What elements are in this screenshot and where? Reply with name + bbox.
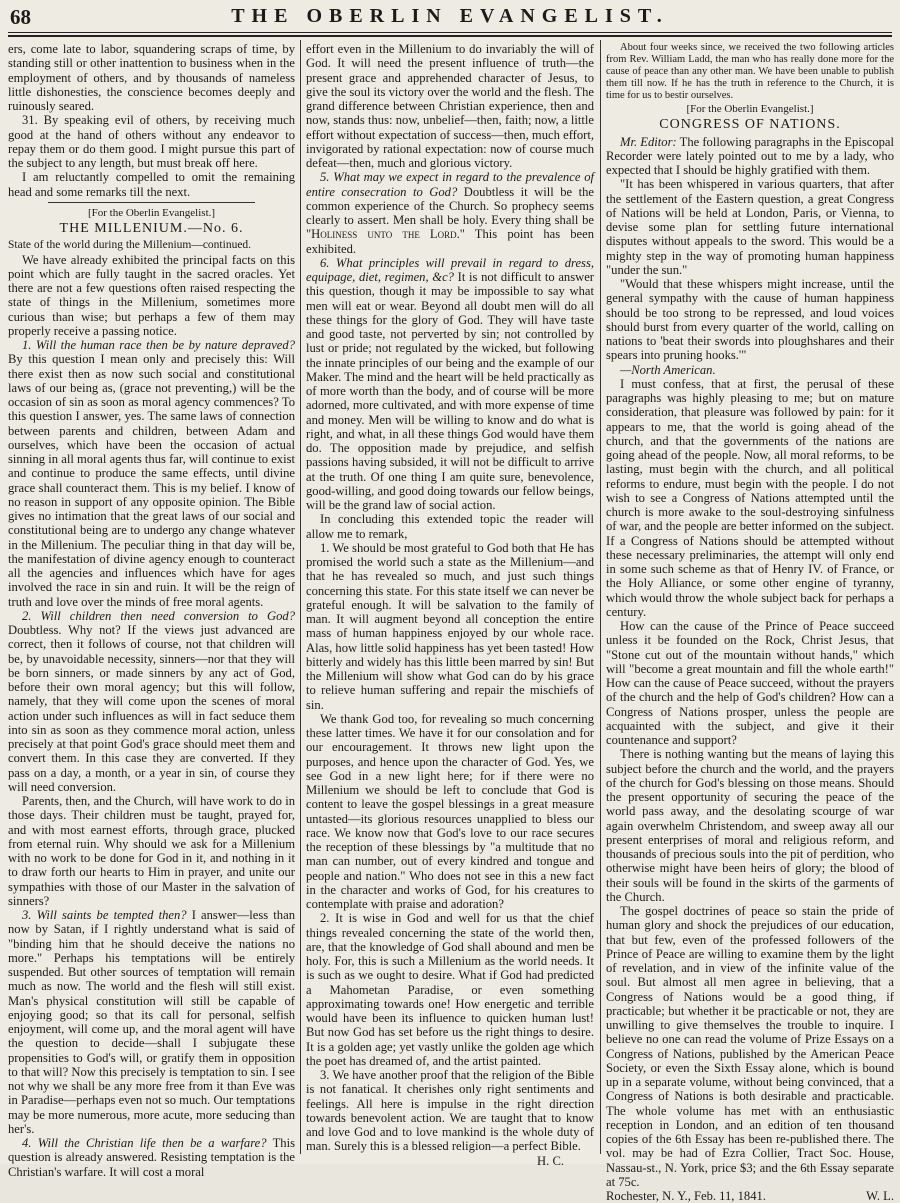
newspaper-title: THE OBERLIN EVANGELIST. [231, 5, 669, 27]
column-1 [8, 42, 295, 1179]
question-label: 3. Will saints be tempted then? [22, 908, 187, 922]
column-2 [306, 42, 594, 1168]
question-label: 2. Will children then need conversion to God? [22, 608, 295, 623]
question-label: 5. What may we expect in regard to the prevalence of entire consecration to God? [306, 170, 594, 199]
paragraph: We have already exhibited the principal facts on this point which are fully taught in the sacred oracles. Yet there are not a few questions often raised respecting the state of things in the Millenium, sometimes more curious than wise; but perhaps a few of them may properly receive a passing notice. [8, 252, 295, 338]
paragraph: In concluding this extended topic the reader will allow me to remark, [306, 512, 594, 541]
article-heading: THE MILLENIUM.—No. 6. [59, 221, 244, 236]
paragraph [8, 908, 295, 1136]
question-body: It is not difficult to answer this question, though it may be impossible to say what men will eat or wear. Beyond all doubt men will do all these things for the glory of God. They will have taste and good taste, not perverted by sin; not controlled by lust or pride; not regulated by the wicked, but following the innate principles of our being and the example of our Maker. The mind and the heart will be held practically as of more worth than the body, and of course will be more adorned, more cultivated, and with more expense of time and money. Men will be willing to know and do what is right, and what, in all these things God would have them do. The opposition made by prejudice, and selfish passions having subsided, it will not be difficult to arrive at the truth. Of one thing I am quite sure, benevolence, good-willing, and good doing towards our fellow beings, will be the grand law of social action. [306, 270, 594, 512]
paragraph: 2. It is wise in God and well for us that the chief things revealed concerning the state of the world then, are, that the knowledge of God shall abound and men be holy. For, this is such a Millenium as the world needs. It is such as we ought to desire. What if God had predicted a Mahometan Paradise, or even something approximating towards one! How energetic and terrible would have been its influence to quicken human lust! But now God has set before us the right things to desire. It is a golden age; yet vastly unlike the golden age which the poet has dreamed of, and the artist painted. [306, 911, 594, 1068]
question-body: Doubtless. Why not? If the views just advanced are correct, then it follows of course, not that children will be, by unavoidable necessity, sinners—nor that they will be born sinners, or made sinners by any act of God, before their own moral agency; but this will follow, namely, that they will come upon the scenes of moral action under such influences as will in fact seduce them into sin as soon as they commence moral action, unless precisely at that point God's grace should meet them and convert them. In this case they are converted. If they pass on a day, a month, or a year in sin, of course they will need conversion. [8, 623, 295, 794]
paragraph-body: The following paragraphs in the Episcopal Recorder were lately pointed out to me by a lady, who expected that I should be highly gratified with them. [606, 134, 895, 177]
dateline: Rochester, N. Y., Feb. 11, 1841. [606, 1189, 766, 1203]
question-body: Doubtless it will be the common experience of the Church. So prophecy seems clearly to assert. Men shall be holy. Every thing shall be " [306, 184, 594, 242]
paragraph [8, 609, 295, 794]
masthead [8, 3, 892, 33]
paragraph [306, 170, 594, 256]
author-signature: H. C. [537, 1153, 564, 1168]
paragraph: How can the cause of the Prince of Peace succeed unless it be founded on the Rock, Christ Jesus, that "Stone cut out of the mountain without hands," which will "become a great mountain and fill the whole earth!" How can the cause of Peace succeed, without the prayers of the church and the help of God's children? How can a Congress of Nations prosper, unless the people are acquainted with the subject, and give it their countenance and support? [606, 619, 894, 747]
paragraph [8, 338, 295, 609]
author-signature: W. L. [866, 1189, 894, 1203]
paragraph: We thank God too, for revealing so much concerning these latter times. We have it for our consolation and for our encouragement. It throws new light upon the purposes, and hence upon the character of God. Yes, we see God in a new light here; for if there were no Millenium we should be left to conclude that God is content to leave the gospel blessings in a great measure untasted—its glorious resources unapplied to bless our race. We know now that God's love to our race secures the reception of these blessings by "a multitude that no man can number, out of every kindred and tongue and people and nation." Who does not see in this a new fact in the character and works of God, for his creatures to contemplate with praise and adoration? [306, 711, 594, 911]
section-rule [48, 202, 255, 203]
page-number: 68 [10, 5, 31, 29]
question-label: 6. What principles will prevail in regard to dress, equipage, diet, regimen, &c? [306, 255, 594, 284]
question-body: I answer—less than now by Satan, if I rightly understand what is said of "binding him that he should deceive the nations no more." Perhaps his temptations will be entirely suspended. But other sources of temptation will remain much as now. The world and the flesh will still exist. Man's physical constitution will still be capable of enjoying good; so that its call for personal, selfish enjoyment, will come up, and the moral agent will have the question to decide—shall I subjugate these propensities to God's will, or gratify them in opposition to that will? Now this precisely is temptation to sin. I see not why we shall be any more free from it than Eve was in Paradise—perhaps even not so much. Our temptations may be more numerous, more acute, more seducing than her's. [8, 908, 295, 1136]
article-continuation: effort even in the Millenium to do invariably the will of God. It will need the present influence of truth—the present grace and apprehended character of Jesus, to give the soul its victory over the world and the flesh. The grand difference between Christian experience, then and now, stands thus: now, unbelief—then, faith; now, a little effort without expectation of success—then, much effort, invigorated by rational expectation: now of course much defeat—then, much and glorious victory. [306, 42, 594, 170]
article-heading: CONGRESS OF NATIONS. [659, 117, 841, 133]
quotation-source-text: —North American. [620, 362, 716, 377]
paragraph: I must confess, that at first, the perusal of these paragraphs was highly pleasing to me; but on mature consideration, that pleasure was followed by pain: for it appears to me, that the world is going ahead of the church, and that the governments of the nations are going ahead of the people. Now, all moral reforms, to be lasting, must begin with the church, and all political reforms to endure, must begin with the people. I do not wish to see a Congress of Nations attempted until the church is more awake to the soul-destroying sinfulness of war, and the people are better informed on the subject. If a Congress of Nations should be attempted without these necessary preliminaries, the attempt will only end in some such scheme as that of Henry IV. of France, or the Holy Alliance, or some other engine of tyranny, which would throw the whole subject back for perhaps a century. [606, 376, 894, 619]
editor-note: About four weeks since, we received the two following articles from Rev. William Ladd, the man who has really done more for the cause of peace than any other man. We have been unable to publish them till now. If he has the truth in reference to the Church, it is time for us to bestir ourselves. [606, 42, 894, 101]
quotation: "Would that these whispers might increase, until the general sympathy with the cause of human happiness should be too strong to be repressed, and loud voices should burst from every quarter of the world, calling on nations to 'beat their swords into ploughshares and their spears into pruning hooks.'" [606, 277, 894, 363]
quotation: "It has been whispered in various quarters, that after the settlement of the Eastern question, a great Congress of Nations will be held at London, Paris, or Vienna, to devise some plan for settling future international disputes without appeals to the sword. This would be a mighty step in the way of promoting human happiness "under the sun." [606, 177, 894, 277]
paragraph: There is nothing wanting but the means of laying this subject before the church and the world, and the prayers of the church for God's blessing on those means. Should the present opportunity of securing the peace of the world pass away, and the desolating scourge of war again overwhelm Christendom, and sweep away all our present enterprises of moral and religious reform, and thousands of precious souls into the pit of perdition, who otherwise might have been heirs of glory; the blood of their souls will be found in the skirts of the garments of the Church. [606, 747, 894, 904]
paragraph: The gospel doctrines of peace so stain the pride of human glory and shock the prejudices of our education, that but few, even of the professed followers of the Prince of Peace are willing to examine them by the light of revelation, and in view of the infinite value of the soul. But almost all men agree in believing, that a Congress of Nations would be a good thing, if practicable; but whether it be practicable or not, they are unwilling to give themselves the trouble to inquire. I believe no one can read the volume of Prize Essays on a Congress of Nations, published by the American Peace Society, or even the Sixth Essay alone, which is bound up in a separate volume, without being convinced, that a Congress of Nations is both desirable and practicable. The whole volume has met with an enthusiastic reception in London, and an edition of ten thousand copies of the 6th Essay has been re-published there. The vol. may be had of Ezra Collier, Tract Soc. House, Nassau-st., N. York, price $3; and the 6th Essay separate at 75c. [606, 904, 894, 1189]
question-body: By this question I mean only and precisely this: Will there exist then as now such social and constitutional laws of our being as, (grace not preventing,) will be the occasion of sin as soon as moral agency commences? To this question I answer, yes. The same laws of connection between parents and children, between Adam and ourselves, which have been the occasion of actual sinning in all moral agents thus far, will continue to exist and continue to produce the same effects, until divine grace shall counteract them. This is my belief. I know of no reason in support of any opposite opinion. The Bible gives no intimation that the great laws of our social and constitutional being are to undergo any change whatever in the Millenium. The peculiar thing in that day will be, the manifestation of divine agency enough to counteract all the agencies and influences which have for ages involved the race in sin and ruin. It will be the reign of truth and love over the minds of free moral agents. [8, 352, 295, 609]
paragraph [306, 256, 594, 513]
column-divider [300, 40, 301, 1154]
paragraph: 1. We should be most grateful to God both that He has promised the world such a state as the Millenium—and that he has revealed so much, and just such things concerning this state. For this state itself we can never be grateful enough. It will be salvation to the family of man. It will augment beyond all conception the entire mass of human happiness enjoyed by our whole race. Alas, how little solid happiness has yet been tasted! How bitterly and widely has this little been marred by sin! But the Millenium will show what God can do by his grace to relieve human suffering and repair the mischiefs of sin. [306, 540, 594, 712]
holiness-phrase: Holiness unto the Lord. [311, 227, 460, 242]
paragraph: Parents, then, and the Church, will have work to do in those days. Their children must be taught, prayed for, and with most earnest efforts, through grace, plucked from eternal ruin. Why should we ask for a Millenium with no work to be done for God in it, and nothing in it to draw forth our hearts to Him in prayer, and unite our sympathies with those of our Master in the salvation of sinners? [8, 794, 295, 908]
signature-line [606, 1189, 894, 1203]
quotation-source [606, 363, 894, 377]
column-3 [606, 42, 895, 1203]
masthead-rule [8, 32, 892, 33]
paragraph [606, 135, 894, 178]
paragraph: 31. By speaking evil of others, by receiving much good at the hand of others without any endeavor to repay them or do them good. I might pursue this part of the subject to any length, but must break off here. [8, 113, 295, 170]
question-body: " This point has been exhibited. [306, 227, 594, 256]
paragraph: I am reluctantly compelled to omit the remaining head and some remarks till the next. [8, 170, 295, 199]
article-source: [For the Oberlin Evangelist.] [686, 103, 814, 115]
paragraph [8, 1136, 295, 1179]
question-body: This question is already answered. Resisting temptation is the Christian's warfare. It will cost a moral [8, 1136, 295, 1179]
article-subheading: State of the world during the Millenium—continued. [8, 239, 252, 252]
question-label: 1. Will the human race then be by nature depraved? [22, 338, 295, 352]
article-source: [For the Oberlin Evangelist.] [87, 206, 216, 219]
paragraph: 3. We have another proof that the religion of the Bible is not fanatical. It cherishes only right sentiments and feelings. All here is impulse in the right direction towards benevolent action. We are taught that to know and love God and to love mankind is the whole duty of man. Surely this is a blessed religion—a perfect Bible. [306, 1068, 594, 1154]
column-divider [600, 40, 601, 1154]
article-continuation: ers, come late to labor, squandering scraps of time, by standing still or other inattention to business when in the employment of others, and by thousands of nameless little dishonesties, the conscience becomes deeply and ruinously seared. [8, 42, 295, 113]
question-label: 4. Will the Christian life then be a warfare? [22, 1136, 267, 1150]
salutation: Mr. Editor: [620, 134, 677, 149]
masthead-rule-thick [8, 35, 892, 37]
